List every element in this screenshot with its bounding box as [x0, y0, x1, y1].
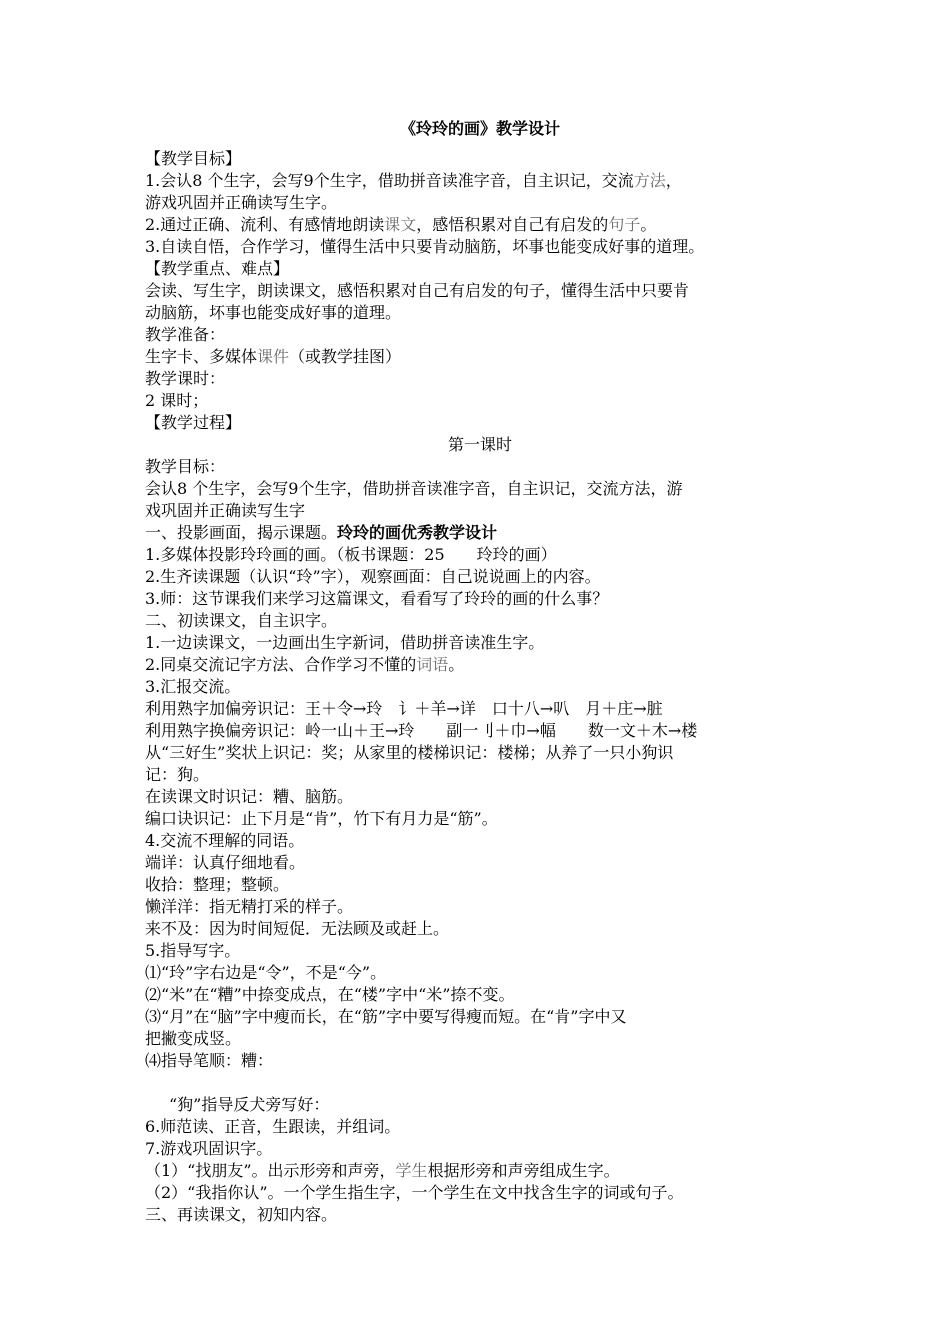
game-2: （2）“我指你认”。一个学生指生字，一个学生在文中找含生字的词或句子。 [145, 1183, 684, 1202]
step-1-item-2: 2.生齐读课题（认识“玲”字），观察画面：自己说说画上的内容。 [145, 567, 601, 586]
step-2-item-5: 5.指导写字。 [145, 941, 241, 960]
lesson-1-goal-heading: 教学目标： [145, 457, 226, 476]
game-1: （1）“找朋友”。出示形旁和声旁，学生根据形旁和声旁组成生字。 [145, 1161, 620, 1180]
process-heading: 【教学过程】 [145, 413, 242, 432]
goal-3: 3.自读自悟，合作学习，懂得生活中只要肯动脑筋，坏事也能变成好事的道理。 [145, 237, 705, 256]
key-points-1: 会读、写生字，朗读课文，感悟积累对自己有启发的句子，懂得生活中只要肯 [145, 281, 690, 300]
step-3-heading: 三、再读课文，初知内容。 [145, 1205, 338, 1224]
prep-text: 生字卡、多媒体课件（或教学挂图） [145, 347, 402, 366]
writing-guide-4: ⑷指导笔顺：糟： [145, 1051, 274, 1070]
writing-guide-3-cont: 把撇变成竖。 [145, 1029, 242, 1048]
writing-guide-1: ⑴“玲”字右边是“令”，不是“今”。 [145, 963, 387, 982]
student-link[interactable]: 学生 [395, 1161, 428, 1180]
step-2-heading: 二、初读课文，自主识字。 [145, 611, 338, 630]
key-points-2: 动脑筋，坏事也能变成好事的道理。 [145, 303, 402, 322]
writing-guide-2: ⑵“米”在“糟”中捺变成点，在“楼”字中“米”捺不变。 [145, 985, 515, 1004]
word-def-4: 来不及：因为时间短促．无法顾及或赶上。 [145, 919, 450, 938]
prep-heading: 教学准备： [145, 325, 226, 344]
step-1-heading: 一、投影画面，揭示课题。玲玲的画优秀教学设计 [145, 523, 498, 542]
goal-2: 2.通过正确、流利、有感情地朗读课文，感悟积累对自己有启发的句子。 [145, 215, 657, 234]
step-2-item-4: 4.交流不理解的同语。 [145, 831, 305, 850]
key-points-heading: 【教学重点、难点】 [145, 259, 290, 278]
step-2-item-1: 1.一边读课文，一边画出生字新词，借助拼音读准生字。 [145, 633, 545, 652]
memory-method-3: 从“三好生”奖状上识记：奖；从家里的楼梯识记：楼梯；从养了一只小狗识 [145, 743, 674, 762]
writing-guide-3: ⑶“月”在“脑”字中瘦而长，在“筋”字中要写得瘦而短。在“肯”字中又 [145, 1007, 627, 1026]
step-2-item-7: 7.游戏巩固识字。 [145, 1139, 273, 1158]
lesson-1-goal-2: 戏巩固并正确读写生字 [145, 501, 306, 520]
step-2-item-3: 3.汇报交流。 [145, 677, 241, 696]
lesson-1-heading: 第一课时 [447, 435, 512, 454]
memory-method-3-cont: 记：狗。 [145, 765, 210, 784]
courseware-link[interactable]: 课件 [257, 347, 290, 366]
document-title: 《玲玲的画》教学设计 [399, 119, 560, 138]
bold-title-link[interactable]: 玲玲的画优秀教学设计 [337, 523, 498, 542]
goal-1-cont: 游戏巩固并正确读写生字。 [145, 193, 338, 212]
text-link[interactable]: 课文 [384, 215, 417, 234]
memory-method-1: 利用熟字加偏旁识记：王＋令→玲 讠＋羊→详 口十八→叭 月＋庄→脏 [145, 699, 663, 718]
step-1-item-1: 1.多媒体投影玲玲画的画。（板书课题：25 玲玲的画） [145, 545, 557, 564]
sentence-link[interactable]: 句子 [608, 215, 641, 234]
memory-method-2: 利用熟字换偏旁识记：岭一山＋王→玲 副一刂＋巾→幅 数一文＋木→楼 [145, 721, 698, 740]
hours-text: 2 课时； [145, 391, 209, 410]
method-link[interactable]: 方法 [633, 171, 666, 190]
memory-method-4: 在读课文时识记：糟、脑筋。 [145, 787, 354, 806]
step-2-item-2: 2.同桌交流记字方法、合作学习不懂的词语。 [145, 655, 465, 674]
words-link[interactable]: 词语 [416, 655, 449, 674]
word-def-3: 懒洋洋：指无精打采的样子。 [145, 897, 354, 916]
document-page [145, 118, 815, 1226]
hours-heading: 教学课时： [145, 369, 226, 388]
lesson-1-goal-1: 会认8 个生字，会写9个生字，借助拼音读准字音，自主识记，交流方法，游 [145, 479, 683, 498]
goal-1: 1.会认8 个生字，会写9个生字，借助拼音读准字音，自主识记，交流方法， [145, 171, 682, 190]
goals-heading: 【教学目标】 [145, 149, 242, 168]
memory-method-5: 编口诀识记：止下月是“肯”，竹下有月力是“筋”。 [145, 809, 498, 828]
step-1-item-3: 3.师：这节课我们来学习这篇课文，看看写了玲玲的画的什么事？ [145, 589, 609, 608]
word-def-1: 端详：认真仔细地看。 [145, 853, 306, 872]
word-def-2: 收拾：整理；整顿。 [145, 875, 290, 894]
writing-guide-5: “狗”指导反犬旁写好： [169, 1095, 330, 1114]
blank-line [145, 1072, 815, 1094]
step-2-item-6: 6.师范读、正音，生跟读，并组词。 [145, 1117, 401, 1136]
